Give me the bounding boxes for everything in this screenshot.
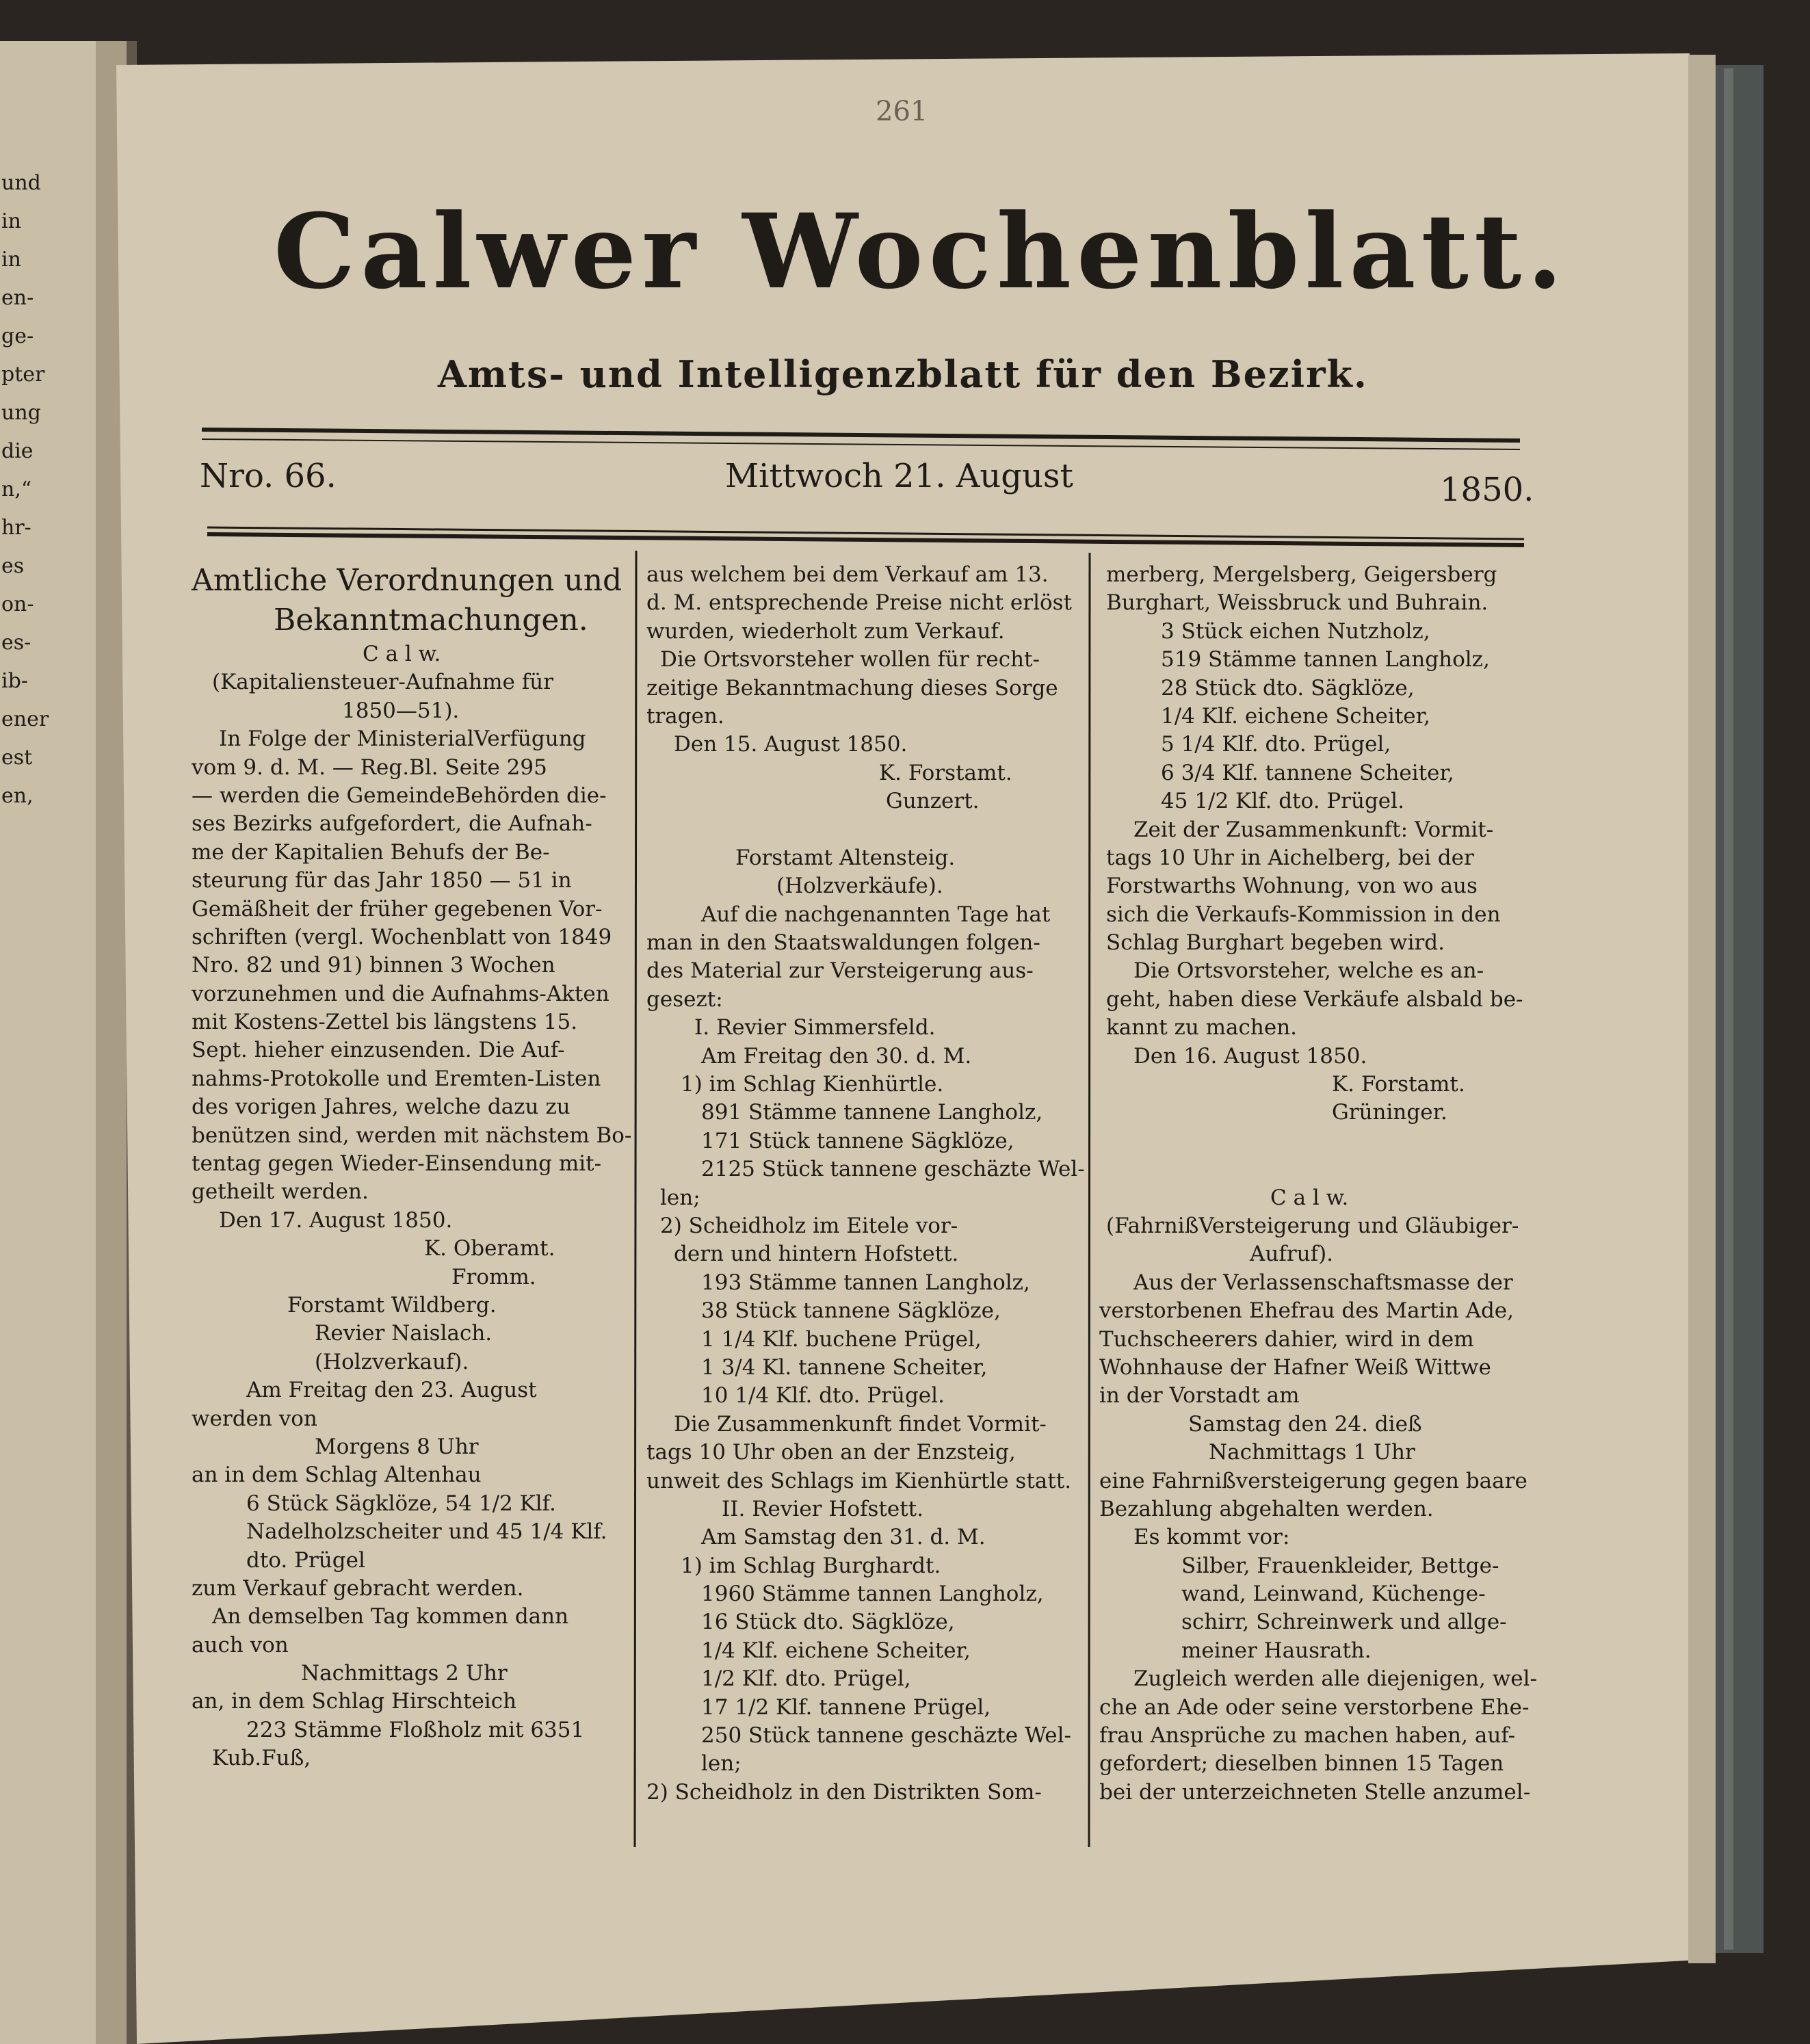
text-line: steurung für das Jahr 1850 — 51 in bbox=[192, 868, 572, 893]
left-page-margin-fragments bbox=[1, 164, 49, 815]
margin-fragment: ung bbox=[1, 401, 41, 425]
text-line: 1 3/4 Kl. tannene Scheiter, bbox=[701, 1354, 988, 1380]
notice-signature-office: K. Oberamt. bbox=[424, 1236, 555, 1261]
text-line: Es kommt vor: bbox=[1133, 1525, 1290, 1550]
text-line: wurden, wiederholt zum Verkauf. bbox=[646, 618, 1005, 644]
text-line: auch von bbox=[192, 1632, 289, 1658]
text-line: 10 1/4 Klf. dto. Prügel. bbox=[701, 1383, 945, 1408]
margin-fragment: en, bbox=[1, 784, 34, 808]
text-line: 223 Stämme Floßholz mit 6351 bbox=[246, 1717, 585, 1742]
text-line: — werden die GemeindeBehörden die- bbox=[192, 783, 607, 808]
margin-fragment: est bbox=[1, 746, 33, 770]
column-right bbox=[1099, 561, 1537, 1807]
text-line: Nachmittags 2 Uhr bbox=[301, 1661, 508, 1686]
text-line: gesezt: bbox=[646, 986, 723, 1012]
margin-fragment: pter bbox=[1, 363, 45, 386]
text-line: ses Bezirks aufgefordert, die Aufnah- bbox=[192, 811, 592, 837]
margin-fragment: in bbox=[1, 209, 21, 233]
page-number: 261 bbox=[876, 96, 928, 127]
notice-subject: (FahrnißVersteigerung und Gläubiger- bbox=[1106, 1213, 1519, 1238]
text-line: 1) im Schlag Burghardt. bbox=[681, 1553, 941, 1578]
margin-fragment: die bbox=[1, 439, 34, 463]
page-stack-edge bbox=[1688, 55, 1716, 1963]
binding-spine bbox=[1716, 65, 1763, 1953]
newspaper-title: Calwer Wochenblatt. bbox=[274, 192, 1569, 312]
text-line: d. M. entsprechende Preise nicht erlöst bbox=[646, 590, 1073, 616]
margin-fragment: in bbox=[1, 248, 21, 272]
text-line: nahms-Protokolle und Eremten-Listen bbox=[192, 1066, 601, 1091]
spacer bbox=[1099, 1155, 1537, 1183]
text-line: 519 Stämme tannen Langholz, bbox=[1161, 647, 1490, 672]
text-line: Nadelholzscheiter und 45 1/4 Klf. bbox=[246, 1519, 607, 1545]
margin-fragment: en- bbox=[1, 286, 34, 310]
text-line: an, in dem Schlag Hirschteich bbox=[192, 1689, 517, 1714]
text-line: Bezahlung abgehalten werden. bbox=[1099, 1496, 1434, 1521]
margin-fragment: hr- bbox=[1, 516, 31, 540]
column-middle bbox=[646, 561, 1084, 1807]
margin-fragment: ener bbox=[1, 707, 49, 731]
text-line: benützen sind, werden mit nächstem Bo- bbox=[192, 1123, 632, 1148]
text-line: in der Vorstadt am bbox=[1099, 1383, 1300, 1408]
text-line: Nro. 82 und 91) binnen 3 Wochen bbox=[192, 953, 555, 978]
text-line: Morgens 8 Uhr bbox=[315, 1434, 479, 1459]
notice-signature-name: Gunzert. bbox=[886, 789, 980, 814]
margin-fragment: es- bbox=[1, 631, 31, 655]
notice-place: Forstamt Altensteig. bbox=[735, 845, 956, 870]
text-line: merberg, Mergelsberg, Geigersberg bbox=[1106, 562, 1497, 587]
text-line: 2) Scheidholz in den Distrikten Som- bbox=[646, 1779, 1042, 1805]
notice-place: Forstamt Wildberg. bbox=[287, 1292, 497, 1318]
subsection-heading: II. Revier Hofstett. bbox=[722, 1496, 923, 1521]
text-line: Burghart, Weissbruck und Buhrain. bbox=[1106, 590, 1488, 616]
notice-subject: Aufruf). bbox=[1250, 1242, 1334, 1267]
text-line: tags 10 Uhr oben an der Enzsteig, bbox=[646, 1440, 1016, 1465]
notice-subject: (Kapitaliensteuer-Aufnahme für bbox=[212, 670, 553, 695]
text-line: tags 10 Uhr in Aichelberg, bei der bbox=[1106, 845, 1474, 870]
notice-place: C a l w. bbox=[363, 642, 441, 666]
text-line: Aus der Verlassenschaftsmasse der bbox=[1133, 1270, 1513, 1295]
text-line: frau Ansprüche zu machen haben, auf- bbox=[1099, 1723, 1516, 1748]
text-line: 38 Stück tannene Sägklöze, bbox=[701, 1298, 1001, 1324]
text-line: vorzunehmen und die Aufnahms-Akten bbox=[192, 981, 609, 1006]
text-line: zum Verkauf gebracht werden. bbox=[192, 1575, 524, 1601]
notice-signature-office: K. Forstamt. bbox=[879, 760, 1012, 785]
text-line: 891 Stämme tannene Langholz, bbox=[701, 1100, 1043, 1125]
notice-subject: (Holzverkäufe). bbox=[776, 874, 943, 899]
text-line: Nachmittags 1 Uhr bbox=[1209, 1440, 1415, 1465]
text-line: Am Samstag den 31. d. M. bbox=[701, 1525, 986, 1550]
text-line: kannt zu machen. bbox=[1106, 1015, 1298, 1040]
text-line: 6 Stück Sägklöze, 54 1/2 Klf. bbox=[246, 1491, 556, 1516]
margin-fragment: es bbox=[1, 554, 25, 578]
text-line: geht, haben diese Verkäufe alsbald be- bbox=[1106, 986, 1523, 1012]
section-heading: Amtliche Verordnungen und bbox=[192, 563, 622, 598]
notice-signature-office: K. Forstamt. bbox=[1332, 1072, 1465, 1097]
text-line: Gemäßheit der früher gegebenen Vor- bbox=[192, 896, 603, 921]
notice-place: C a l w. bbox=[1270, 1185, 1349, 1210]
text-line: schriften (vergl. Wochenblatt von 1849 bbox=[192, 924, 612, 949]
margin-fragment: ge- bbox=[1, 324, 34, 348]
text-line: 16 Stück dto. Sägklöze, bbox=[701, 1610, 955, 1635]
text-line: Schlag Burghart begeben wird. bbox=[1106, 930, 1445, 956]
text-line: 1/2 Klf. dto. Prügel, bbox=[701, 1666, 911, 1692]
text-line: 171 Stück tannene Sägklöze, bbox=[701, 1128, 1014, 1153]
notice-signature-name: Fromm. bbox=[451, 1264, 536, 1289]
text-line: unweit des Schlags im Kienhürtle statt. bbox=[646, 1468, 1072, 1493]
text-line: 193 Stämme tannen Langholz, bbox=[701, 1270, 1030, 1295]
margin-fragment: n,“ bbox=[1, 477, 32, 501]
notice-subject: 1850—51). bbox=[342, 698, 460, 723]
text-line: Zugleich werden alle diejenigen, wel- bbox=[1133, 1666, 1537, 1692]
text-line: mit Kostens-Zettel bis längstens 15. bbox=[192, 1010, 578, 1035]
text-line: 1/4 Klf. eichene Scheiter, bbox=[1161, 703, 1430, 729]
text-line: tragen. bbox=[646, 703, 724, 729]
spacer bbox=[1099, 1127, 1537, 1155]
text-line: man in den Staatswaldungen folgen- bbox=[646, 930, 1040, 956]
text-line: Kub.Fuß, bbox=[212, 1746, 311, 1771]
text-line: des Material zur Versteigerung aus- bbox=[646, 958, 1034, 984]
text-line: verstorbenen Ehefrau des Martin Ade, bbox=[1099, 1298, 1514, 1324]
newspaper-subtitle: Amts- und Intelligenzblatt für den Bezirk. bbox=[438, 352, 1368, 396]
text-line: An demselben Tag kommen dann bbox=[212, 1604, 569, 1629]
text-line: me der Kapitalien Behufs der Be- bbox=[192, 839, 550, 865]
text-line: 1) im Schlag Kienhürtle. bbox=[681, 1072, 944, 1097]
text-line: dern und hintern Hofstett. bbox=[674, 1242, 959, 1267]
text-line: aus welchem bei dem Verkauf am 13. bbox=[646, 562, 1049, 587]
margin-fragment: und bbox=[1, 171, 41, 195]
notice-signature-name: Grüninger. bbox=[1332, 1100, 1447, 1125]
issue-year: 1850. bbox=[1440, 471, 1534, 509]
text-line: Die Ortsvorsteher wollen für recht- bbox=[660, 647, 1040, 672]
text-line: eine Fahrnißversteigerung gegen baare bbox=[1099, 1468, 1527, 1493]
text-line: schirr, Schreinwerk und allge- bbox=[1181, 1610, 1507, 1635]
issue-date: Mittwoch 21. August bbox=[725, 457, 1073, 495]
text-line: Die Ortsvorsteher, welche es an- bbox=[1133, 958, 1484, 984]
text-line: 1960 Stämme tannen Langholz, bbox=[701, 1582, 1044, 1607]
notice-date: Den 17. August 1850. bbox=[219, 1207, 453, 1233]
text-line: Forstwarths Wohnung, von wo aus bbox=[1106, 874, 1478, 899]
margin-fragment: on- bbox=[1, 592, 34, 616]
text-line: 6 3/4 Klf. tannene Scheiter, bbox=[1161, 760, 1454, 785]
text-line: 1 1/4 Klf. buchene Prügel, bbox=[701, 1326, 982, 1352]
text-line: che an Ade oder seine verstorbene Ehe- bbox=[1099, 1694, 1530, 1720]
text-line: 2125 Stück tannene geschäzte Wel- bbox=[701, 1157, 1085, 1182]
text-line: wand, Leinwand, Küchenge- bbox=[1181, 1582, 1486, 1607]
text-line: 250 Stück tannene geschäzte Wel- bbox=[701, 1723, 1072, 1748]
text-line: dto. Prügel bbox=[246, 1547, 365, 1573]
text-line: Am Freitag den 30. d. M. bbox=[701, 1043, 972, 1069]
subsection-heading: I. Revier Simmersfeld. bbox=[694, 1015, 936, 1040]
text-line: 3 Stück eichen Nutzholz, bbox=[1161, 618, 1430, 644]
text-line: In Folge der MinisterialVerfügung bbox=[219, 726, 586, 752]
text-line: Tuchscheerers dahier, wird in dem bbox=[1099, 1326, 1474, 1352]
text-line: bei der unterzeichneten Stelle anzumel- bbox=[1099, 1779, 1531, 1805]
column-left bbox=[192, 561, 632, 1773]
text-line: len; bbox=[701, 1751, 742, 1777]
text-line: 1/4 Klf. eichene Scheiter, bbox=[701, 1638, 971, 1663]
text-line: Auf die nachgenannten Tage hat bbox=[701, 902, 1051, 927]
spacer bbox=[646, 816, 1084, 844]
notice-subject: Revier Naislach. bbox=[315, 1321, 493, 1346]
text-line: meiner Hausrath. bbox=[1181, 1638, 1372, 1663]
text-line: gefordert; dieselben binnen 15 Tagen bbox=[1099, 1751, 1504, 1777]
text-line: Wohnhause der Hafner Weiß Wittwe bbox=[1099, 1354, 1491, 1380]
notice-date: Den 15. August 1850. bbox=[674, 732, 908, 757]
column-divider-right bbox=[1089, 553, 1090, 1847]
notice-subject: (Holzverkauf). bbox=[315, 1349, 469, 1374]
text-line: 2) Scheidholz im Eitele vor- bbox=[660, 1213, 958, 1238]
text-line: 5 1/4 Klf. dto. Prügel, bbox=[1161, 732, 1391, 757]
text-line: Silber, Frauenkleider, Bettge- bbox=[1181, 1553, 1499, 1578]
text-line: 28 Stück dto. Sägklöze, bbox=[1161, 675, 1415, 700]
text-line: Die Zusammenkunft findet Vormit- bbox=[674, 1411, 1047, 1437]
text-line: tentag gegen Wieder-Einsendung mit- bbox=[192, 1151, 602, 1177]
text-line: Samstag den 24. dieß bbox=[1188, 1411, 1422, 1437]
text-line: Sept. hieher einzusenden. Die Auf- bbox=[192, 1038, 565, 1063]
text-line: 17 1/2 Klf. tannene Prügel, bbox=[701, 1694, 991, 1720]
text-line: vom 9. d. M. — Reg.Bl. Seite 295 bbox=[192, 755, 547, 780]
margin-fragment: ib- bbox=[1, 669, 28, 693]
text-line: des vorigen Jahres, welche dazu zu bbox=[192, 1095, 570, 1120]
text-line: Zeit der Zusammenkunft: Vormit- bbox=[1133, 817, 1494, 842]
text-line: len; bbox=[660, 1185, 700, 1210]
section-heading: Bekanntmachungen. bbox=[274, 603, 588, 638]
text-line: an in dem Schlag Altenhau bbox=[192, 1463, 482, 1488]
issue-number: Nro. 66. bbox=[200, 457, 337, 495]
text-line: werden von bbox=[192, 1406, 317, 1431]
text-line: 45 1/2 Klf. dto. Prügel. bbox=[1161, 789, 1404, 814]
column-divider-left bbox=[635, 551, 636, 1847]
text-line: zeitige Bekanntmachung dieses Sorge bbox=[646, 675, 1058, 700]
text-line: sich die Verkaufs-Kommission in den bbox=[1106, 902, 1501, 927]
notice-date: Den 16. August 1850. bbox=[1133, 1043, 1367, 1069]
text-line: Am Freitag den 23. August bbox=[246, 1378, 537, 1403]
text-line: getheilt werden. bbox=[192, 1179, 369, 1205]
